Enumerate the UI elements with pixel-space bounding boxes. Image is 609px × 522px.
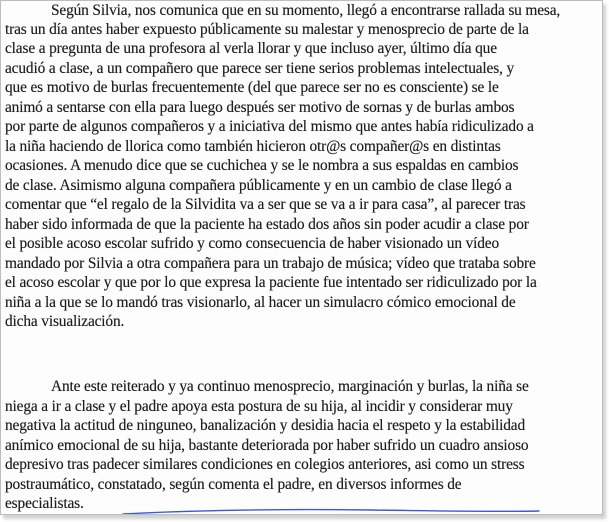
text-line: el acoso escolar y que por lo que expresa la paciente fue intentado ser ridiculizado por la: [5, 274, 537, 291]
text-line: especialistas.: [5, 495, 84, 512]
text-line: postraumático, constatado, según comenta el padre, en diversos informes de: [5, 476, 462, 493]
text-line: mandado por Silvia a otra compañera para un trabajo de música; vídeo que trataba sobre: [5, 255, 536, 272]
text-line: dicha visualización.: [5, 313, 125, 330]
text-line: Ante este reiterado y ya continuo menosprecio, marginación y burlas, la niña se: [51, 378, 529, 395]
text-line: la niña haciendo de llorica como también hicieron otr@s compañer@s en distintas: [5, 138, 501, 155]
text-line: por parte de algunos compañeros y a iniciativa del mismo que antes había ridiculizado a: [5, 118, 534, 135]
text-line: clase a pregunta de una profesora al verla llorar y que incluso ayer, último día que: [5, 40, 497, 57]
text-line: animó a sentarse con ella para luego después ser motivo de sornas y de burlas ambos: [5, 99, 515, 116]
text-line: el posible acoso escolar sufrido y como consecuencia de haber visionado un vídeo: [5, 235, 500, 252]
handwritten-underline: [121, 506, 541, 515]
text-line: de clase. Asimismo alguna compañera públicamente y en un cambio de clase llegó a: [5, 177, 512, 194]
text-line: negativa la actitud de ninguneo, banalización y desidia hacia el respeto y la estabilidad: [5, 417, 525, 434]
text-line: Según Silvia, nos comunica que en su momento, llegó a encontrarse rallada su mesa,: [51, 2, 561, 19]
text-line: haber sido informada de que la paciente ha estado dos años sin poder acudir a clase por: [5, 216, 529, 233]
text-line: ocasiones. A menudo dice que se cuchichea y se le nombra a sus espaldas en cambios: [5, 157, 519, 174]
text-line: niega a ir a clase y el padre apoya esta postura de su hija, al incidir y considerar muy: [5, 398, 513, 415]
text-line: acudió a clase, a un compañero que parece ser tiene serios problemas intelectuales, y: [5, 60, 515, 77]
text-line: anímico emocional de su hija, bastante deteriorada por haber sufrido un cuadro ansioso: [5, 437, 529, 454]
text-line: tras un día antes haber expuesto públicamente su malestar y menosprecio de parte de la: [5, 21, 529, 38]
text-line: depresivo tras padecer similares condiciones en colegios anteriores, asi como un stress: [5, 456, 525, 473]
text-line: que es motivo de burlas frecuentemente (del que parece ser no es consciente) se le: [5, 79, 499, 96]
text-line: niña a la que se lo mandó tras visionarlo, al hacer un simulacro cómico emocional de: [5, 294, 516, 311]
text-line: comentar que “el regalo de la Silvidita va a ser que se va a ir para casa”, al parecer tras: [5, 196, 526, 213]
